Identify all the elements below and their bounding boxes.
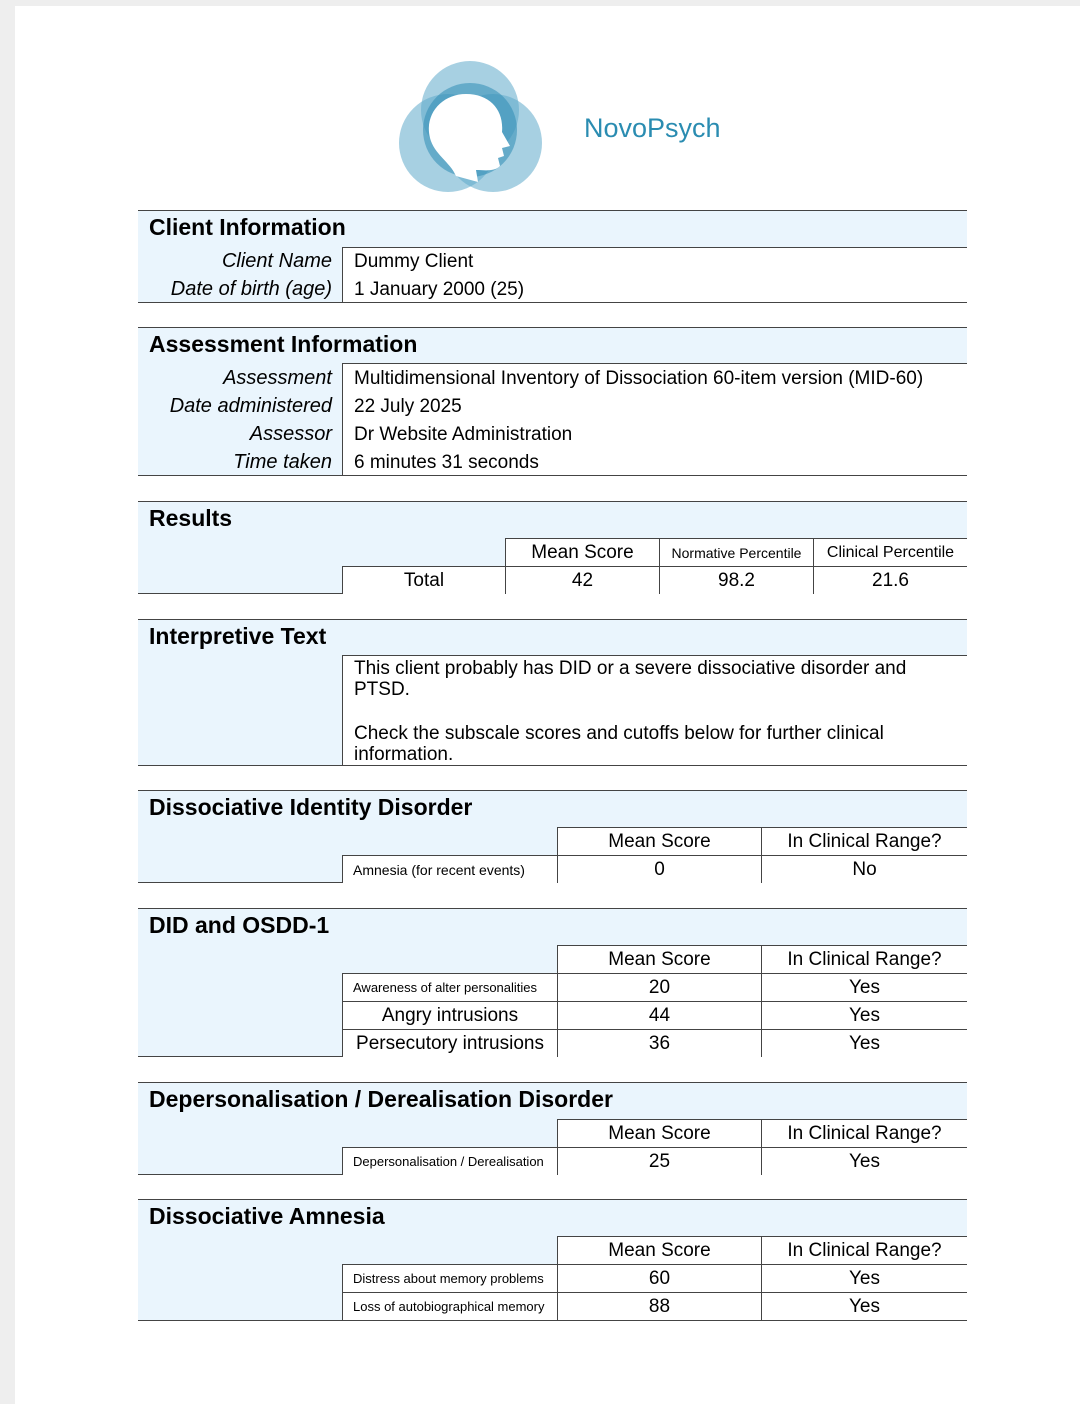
score-loss-autobiographical-memory: 88 <box>557 1292 761 1320</box>
row-label-angry-intrusions: Angry intrusions <box>342 1001 557 1029</box>
field-value-assessor: Dr Website Administration <box>354 424 573 445</box>
range-amnesia-recent-events: No <box>761 855 967 883</box>
brand-name: NovoPsych <box>584 113 721 143</box>
field-value-dob: 1 January 2000 (25) <box>354 279 525 300</box>
section-title: DID and OSDD-1 <box>149 912 330 938</box>
interpretive-paragraph-1: This client probably has DID or a severe dissociative disorder and PTSD. <box>354 658 907 700</box>
did-section <box>138 790 967 883</box>
total-mean-score: 42 <box>505 566 659 594</box>
section-title: Client Information <box>149 214 346 240</box>
header-mean-score: Mean Score <box>557 827 761 856</box>
field-label-assessor: Assessor <box>249 423 332 445</box>
header-normative-percentile: Normative Percentile <box>659 538 813 567</box>
amnesia-section <box>138 1199 967 1321</box>
results-section <box>138 501 967 594</box>
field-label-assessment: Assessment <box>223 367 332 389</box>
row-label-persecutory-intrusions: Persecutory intrusions <box>342 1029 557 1057</box>
row-label-total: Total <box>342 566 505 594</box>
row-label-amnesia-recent-events: Amnesia (for recent events) <box>342 855 557 883</box>
field-label-time-taken: Time taken <box>233 451 332 473</box>
field-label-dob: Date of birth (age) <box>170 278 332 300</box>
field-label-client-name: Client Name <box>221 250 332 272</box>
header-mean-score: Mean Score <box>557 1119 761 1147</box>
score-amnesia-recent-events: 0 <box>557 855 761 883</box>
assessment-info-section <box>138 327 967 476</box>
field-label-date-administered: Date administered <box>169 395 332 417</box>
field-value-client-name: Dummy Client <box>354 251 474 272</box>
range-awareness-alter-personalities: Yes <box>761 973 967 1001</box>
score-persecutory-intrusions: 36 <box>557 1029 761 1057</box>
field-value-date-administered: 22 July 2025 <box>354 396 462 417</box>
header-mean-score: Mean Score <box>557 1236 761 1265</box>
field-value-time-taken: 6 minutes 31 seconds <box>354 452 539 473</box>
row-label-awareness-alter-personalities: Awareness of alter personalities <box>342 973 557 1001</box>
total-normative-percentile: 98.2 <box>659 566 813 594</box>
section-title: Results <box>149 505 233 531</box>
score-angry-intrusions: 44 <box>557 1001 761 1029</box>
client-info-section <box>138 210 967 303</box>
section-title: Dissociative Amnesia <box>149 1203 385 1229</box>
row-label-distress-memory-problems: Distress about memory problems <box>342 1264 557 1292</box>
header-mean-score: Mean Score <box>557 945 761 973</box>
header-mean-score: Mean Score <box>505 538 659 567</box>
score-distress-memory-problems: 60 <box>557 1264 761 1292</box>
score-depersonalisation-derealisation: 25 <box>557 1147 761 1175</box>
range-angry-intrusions: Yes <box>761 1001 967 1029</box>
row-label-loss-autobiographical-memory: Loss of autobiographical memory <box>342 1292 557 1320</box>
dpdr-section <box>138 1082 967 1175</box>
interpretive-section <box>138 619 967 766</box>
did-osdd-section <box>138 908 967 1057</box>
total-clinical-percentile: 21.6 <box>813 566 967 594</box>
header-clinical-percentile: Clinical Percentile <box>813 538 967 567</box>
range-persecutory-intrusions: Yes <box>761 1029 967 1057</box>
section-title: Interpretive Text <box>149 623 327 649</box>
field-value-assessment: Multidimensional Inventory of Dissociation 60-item version (MID-60) <box>354 368 924 389</box>
row-label-depersonalisation-derealisation: Depersonalisation / Derealisation <box>342 1147 557 1175</box>
interpretive-paragraph-2: Check the subscale scores and cutoffs below for further clinical information. <box>354 723 884 765</box>
section-title: Dissociative Identity Disorder <box>149 794 473 820</box>
header-in-clinical-range: In Clinical Range? <box>761 945 967 973</box>
section-title: Depersonalisation / Derealisation Disorder <box>149 1086 613 1112</box>
range-loss-autobiographical-memory: Yes <box>761 1292 967 1320</box>
range-depersonalisation-derealisation: Yes <box>761 1147 967 1175</box>
section-title: Assessment Information <box>149 331 418 357</box>
novopsych-logo-icon <box>398 58 543 196</box>
header-in-clinical-range: In Clinical Range? <box>761 1236 967 1265</box>
score-awareness-alter-personalities: 20 <box>557 973 761 1001</box>
header-in-clinical-range: In Clinical Range? <box>761 1119 967 1147</box>
range-distress-memory-problems: Yes <box>761 1264 967 1292</box>
header-in-clinical-range: In Clinical Range? <box>761 827 967 856</box>
